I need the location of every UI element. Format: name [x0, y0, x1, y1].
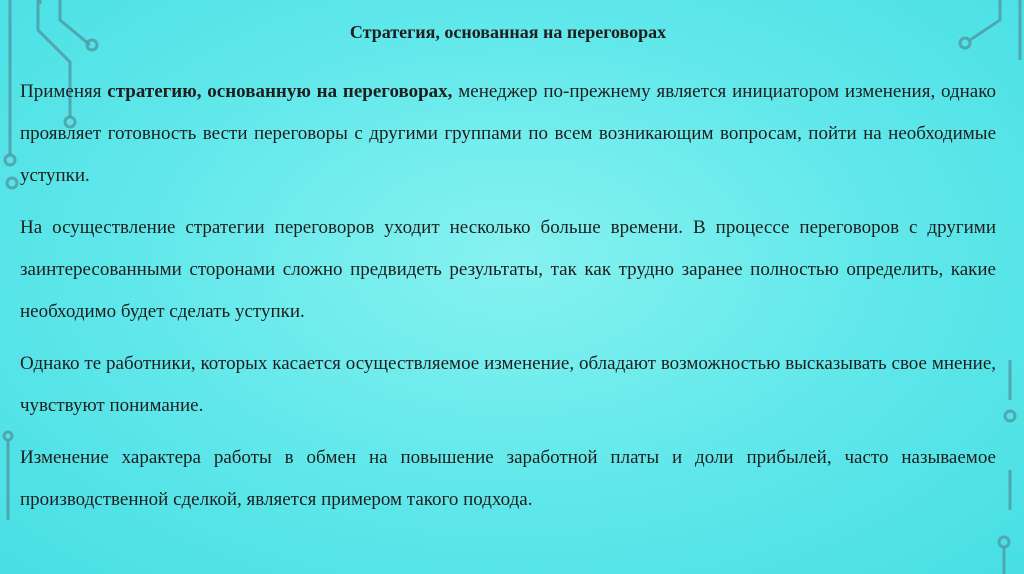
- bold-term: стратегию, основанную на переговорах,: [107, 81, 453, 102]
- paragraph-text: Применяя: [20, 81, 108, 102]
- circuit-node: [999, 537, 1009, 547]
- paragraph-text: менеджер по-прежнему является инициатором изменения, однако проявляет готовность вести переговоры с другими группами по всем возникающим вопросам, пойти на необходимые уступки.: [20, 81, 996, 186]
- circuit-node: [7, 178, 17, 188]
- paragraph-workers: Однако те работники, которых касается осуществляемое изменение, обладают возможностью высказывать свое мнение, чувствуют понимание.: [20, 353, 996, 416]
- slide-title: Стратегия, основанная на переговорах: [349, 22, 667, 42]
- slide-body: [20, 22, 996, 552]
- paragraph-negotiation-strategy: [20, 71, 996, 197]
- circuit-node: [4, 432, 12, 440]
- circuit-node: [1005, 411, 1015, 421]
- circuit-node: [5, 155, 15, 165]
- paragraph-example: Изменение характера работы в обмен на повышение заработной платы и доли прибылей, часто называемое производственной сделкой, является примером такого подхода.: [20, 447, 996, 510]
- paragraph-time: На осуществление стратегии переговоров уходит несколько больше времени. В процессе переговоров с другими заинтересованными сторонами сложно предвидеть результаты, так как трудно заранее полностью определить, какие необходимо будет сделать уступки.: [20, 217, 996, 322]
